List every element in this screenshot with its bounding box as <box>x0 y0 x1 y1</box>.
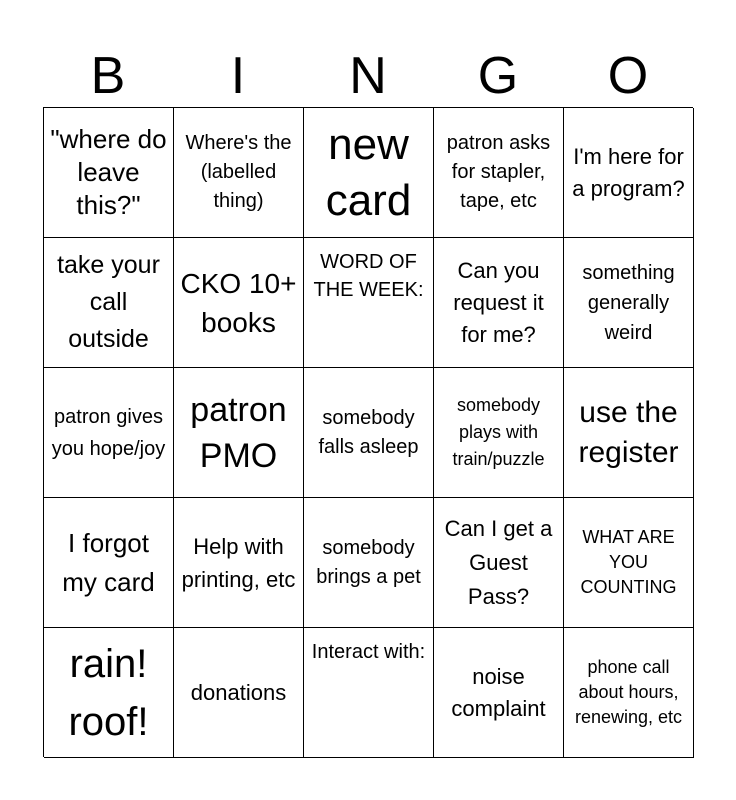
cell-text: rain! roof! <box>68 641 149 744</box>
cell-text: noise complaint <box>451 663 546 721</box>
bingo-header <box>43 44 693 108</box>
cell-text: Interact with: <box>311 641 426 663</box>
bingo-cell[interactable] <box>44 108 174 238</box>
bingo-cell[interactable] <box>44 368 174 498</box>
cell-text: patron asks for stapler, tape, etc <box>446 132 551 212</box>
bingo-cell[interactable] <box>564 368 694 498</box>
bingo-cell[interactable] <box>44 238 174 368</box>
bingo-cell[interactable] <box>564 238 694 368</box>
cell-text: something generally weird <box>582 261 675 344</box>
bingo-cell[interactable] <box>564 108 694 238</box>
cell-text: donations <box>190 679 287 705</box>
bingo-cell[interactable] <box>304 628 434 758</box>
cell-text: Can I get a Guest Pass? <box>444 515 553 609</box>
cell-text: WHAT ARE YOU COUNTING <box>580 527 677 597</box>
cell-text: WORD OF THE WEEK: <box>313 251 424 301</box>
bingo-cell[interactable] <box>304 238 434 368</box>
bingo-cell[interactable] <box>44 498 174 628</box>
cell-text: Help with printing, etc <box>181 533 296 592</box>
bingo-cell[interactable] <box>174 108 304 238</box>
cell-text: patron PMO <box>190 390 287 475</box>
header-letter-g: G <box>477 47 519 105</box>
bingo-cell[interactable] <box>44 628 174 758</box>
header-letter-n: N <box>349 47 387 105</box>
bingo-cell[interactable] <box>304 108 434 238</box>
cell-text: new card <box>325 119 412 225</box>
bingo-cell[interactable] <box>564 628 694 758</box>
bingo-cell[interactable] <box>564 498 694 628</box>
bingo-cell[interactable] <box>434 238 564 368</box>
bingo-cell[interactable] <box>304 498 434 628</box>
cell-text: Where's the (labelled thing) <box>185 132 292 212</box>
bingo-cell[interactable] <box>434 368 564 498</box>
cell-text: somebody brings a pet <box>316 536 421 588</box>
header-letter-i: I <box>230 47 246 105</box>
cell-text: I forgot my card <box>62 527 155 597</box>
cell-text: phone call about hours, renewing, etc <box>574 657 683 727</box>
bingo-cell[interactable] <box>174 368 304 498</box>
header-letter-b: B <box>90 47 126 105</box>
cell-text: CKO 10+ books <box>180 267 297 338</box>
bingo-cell[interactable] <box>434 628 564 758</box>
cell-text: Can you request it for me? <box>453 257 544 347</box>
cell-text: patron gives you hope/joy <box>51 405 166 460</box>
cell-text: use the register <box>578 395 679 469</box>
bingo-cell[interactable] <box>304 368 434 498</box>
bingo-cell[interactable] <box>434 108 564 238</box>
bingo-cell[interactable] <box>174 238 304 368</box>
bingo-cell[interactable] <box>174 628 304 758</box>
header-letter-o: O <box>607 47 649 105</box>
cell-text: "where do leave this?" <box>50 124 167 220</box>
cell-text: I'm here for a program? <box>572 143 685 201</box>
cell-text: somebody plays with train/puzzle <box>452 395 545 469</box>
cell-text: take your call outside <box>57 251 160 353</box>
cell-text: somebody falls asleep <box>318 406 419 458</box>
bingo-cell[interactable] <box>434 498 564 628</box>
bingo-grid <box>43 107 693 757</box>
bingo-cell[interactable] <box>174 498 304 628</box>
